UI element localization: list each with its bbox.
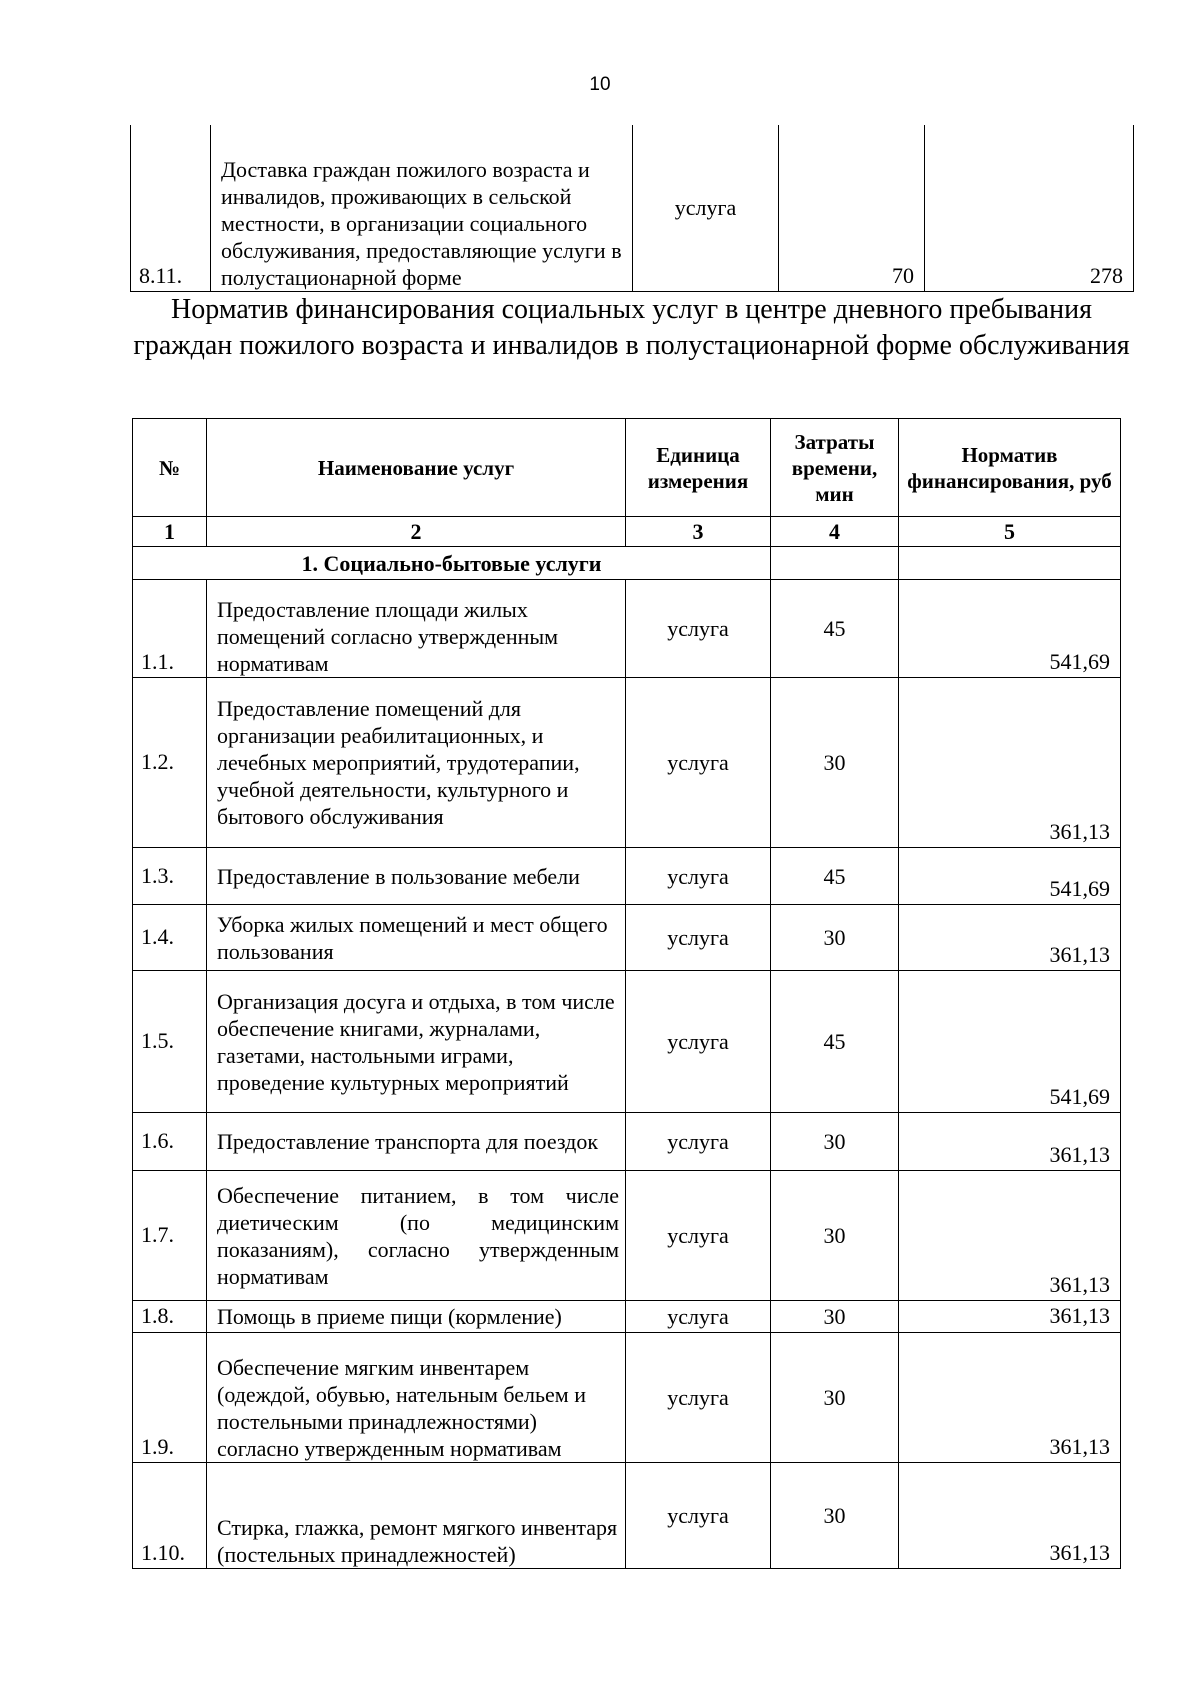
time-cost-cell: 45 xyxy=(771,580,899,678)
table-row xyxy=(133,1113,1121,1171)
row-number: 8.11. xyxy=(131,125,211,291)
norm-cell: 361,13 xyxy=(899,1171,1121,1301)
table-row xyxy=(133,1333,1121,1463)
norm-cell: 541,69 xyxy=(899,971,1121,1113)
row-number: 1.6. xyxy=(133,1113,207,1171)
header-norm: Норматив финансирования, руб xyxy=(899,419,1121,517)
table-row xyxy=(133,1301,1121,1333)
header-unit: Единица измерения xyxy=(626,419,771,517)
row-number: 1.2. xyxy=(133,678,207,848)
section-title: Норматив финансирования социальных услуг в центре дневного пребывания граждан пожилого возраста и инвалидов в полустационарной форме обслуживания xyxy=(133,294,1130,361)
unit-cell: услуга xyxy=(626,1333,771,1463)
table-row xyxy=(133,580,1121,678)
time-cost-cell: 30 xyxy=(771,1113,899,1171)
header-name: Наименование услуг xyxy=(207,419,626,517)
norm-cell: 361,13 xyxy=(899,905,1121,971)
table-row xyxy=(133,848,1121,905)
time-cost-cell: 30 xyxy=(771,1333,899,1463)
table-row xyxy=(131,125,1134,291)
service-name: Предоставление площади жилых помещений согласно утвержденным нормативам xyxy=(207,580,626,678)
service-name: Доставка граждан пожилого возраста и инвалидов, проживающих в сельской местности, в организации социального обслуживания, предоставляющие услуги в полустационарной форме xyxy=(211,125,633,291)
service-name: Предоставление транспорта для поездок xyxy=(207,1113,626,1171)
norm-cell: 361,13 xyxy=(899,1301,1121,1333)
unit-cell: услуга xyxy=(626,1301,771,1333)
unit-cell: услуга xyxy=(626,971,771,1113)
services-table xyxy=(132,418,1121,1569)
section-row xyxy=(133,547,1121,580)
table-row xyxy=(133,1463,1121,1569)
unit-cell: услуга xyxy=(626,905,771,971)
empty-cell xyxy=(899,547,1121,580)
row-number: 1.5. xyxy=(133,971,207,1113)
unit-cell: услуга xyxy=(626,1171,771,1301)
continued-table xyxy=(130,125,1134,292)
row-number: 1.1. xyxy=(133,580,207,678)
header-time: Затраты времени, мин xyxy=(771,419,899,517)
row-number: 1.10. xyxy=(133,1463,207,1569)
empty-cell xyxy=(771,547,899,580)
norm-cell: 361,13 xyxy=(899,1113,1121,1171)
norm-cell: 361,13 xyxy=(899,1333,1121,1463)
column-index: 4 xyxy=(771,517,899,547)
column-index: 5 xyxy=(899,517,1121,547)
page-number: 10 xyxy=(589,74,611,95)
unit-cell: услуга xyxy=(626,580,771,678)
column-index: 3 xyxy=(626,517,771,547)
row-number: 1.8. xyxy=(133,1301,207,1333)
table-row xyxy=(133,971,1121,1113)
table-row xyxy=(133,905,1121,971)
time-cost-cell: 30 xyxy=(771,678,899,848)
norm-cell: 278 xyxy=(925,125,1134,291)
table-header xyxy=(133,419,1121,517)
service-name: Предоставление в пользование мебели xyxy=(207,848,626,905)
row-number: 1.7. xyxy=(133,1171,207,1301)
time-cost-cell: 70 xyxy=(779,125,925,291)
column-index: 2 xyxy=(207,517,626,547)
service-name: Организация досуга и отдыха, в том числе обеспечение книгами, журналами, газетами, настольными играми, проведение культурных мероприятий xyxy=(207,971,626,1113)
row-number: 1.3. xyxy=(133,848,207,905)
section-heading: 1. Социально-бытовые услуги xyxy=(133,547,771,580)
column-index: 1 xyxy=(133,517,207,547)
table-row xyxy=(133,678,1121,848)
time-cost-cell: 30 xyxy=(771,1301,899,1333)
service-name: Уборка жилых помещений и мест общего пользования xyxy=(207,905,626,971)
unit-cell: услуга xyxy=(626,678,771,848)
unit-cell: услуга xyxy=(626,1463,771,1569)
unit-cell: услуга xyxy=(626,848,771,905)
unit-cell: услуга xyxy=(626,1113,771,1171)
table-row xyxy=(133,1171,1121,1301)
time-cost-cell: 30 xyxy=(771,905,899,971)
time-cost-cell: 45 xyxy=(771,848,899,905)
header-num: № xyxy=(133,419,207,517)
row-number: 1.9. xyxy=(133,1333,207,1463)
row-number: 1.4. xyxy=(133,905,207,971)
service-name: Предоставление помещений для организации реабилитационных, и лечебных мероприятий, трудотерапии, учебной деятельности, культурного и бытового обслуживания xyxy=(207,678,626,848)
time-cost-cell: 30 xyxy=(771,1171,899,1301)
service-name: Обеспечение питанием, в том числе диетическим (по медицинским показаниям), согласно утвержденным нормативам xyxy=(207,1171,626,1301)
time-cost-cell: 30 xyxy=(771,1463,899,1569)
time-cost-cell: 45 xyxy=(771,971,899,1113)
service-name: Помощь в приеме пищи (кормление) xyxy=(207,1301,626,1333)
norm-cell: 361,13 xyxy=(899,1463,1121,1569)
norm-cell: 361,13 xyxy=(899,678,1121,848)
norm-cell: 541,69 xyxy=(899,580,1121,678)
service-name: Стирка, глажка, ремонт мягкого инвентаря (постельных принадлежностей) xyxy=(207,1463,626,1569)
norm-cell: 541,69 xyxy=(899,848,1121,905)
service-name: Обеспечение мягким инвентарем (одеждой, обувью, нательным бельем и постельными принадлежностями) согласно утвержденным нормативам xyxy=(207,1333,626,1463)
column-index-row xyxy=(133,517,1121,547)
unit-cell: услуга xyxy=(633,125,779,291)
